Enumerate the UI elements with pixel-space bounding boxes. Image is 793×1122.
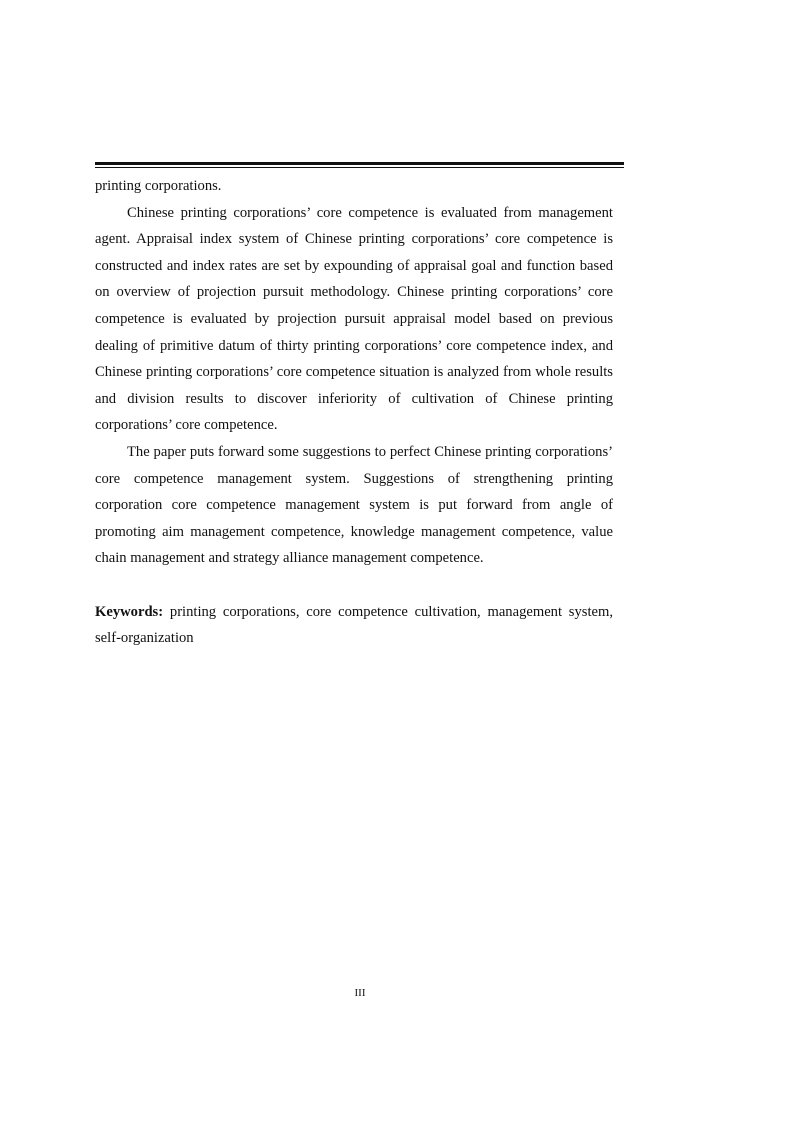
header-rule-thick — [95, 162, 624, 165]
paragraph-continuation: printing corporations. — [95, 178, 222, 194]
keywords-label: Keywords: — [95, 603, 164, 620]
keywords-text: printing corporations, core competence cultivation, management system, self-organization — [95, 603, 613, 647]
header-rule-thin — [95, 167, 624, 168]
abstract-body — [95, 173, 613, 652]
paragraph-suggestions: The paper puts forward some suggestions to perfect Chinese printing corporations’ core competence management system. Suggestions of strengthening printing corporation core competence management system is put forward from angle of promoting aim management competence, knowledge management competence, value chain management and strategy alliance management competence. — [95, 443, 613, 567]
page-number: III — [354, 987, 366, 999]
keywords-line — [95, 599, 613, 652]
paragraph-evaluation: Chinese printing corporations’ core competence is evaluated from management agent. Appraisal index system of Chinese printing corporations’ core competence is constructed and index rates are set by expounding of appraisal goal and function based on overview of projection pursuit methodology. Chinese printing corporations’ core competence is evaluated by projection pursuit appraisal model based on previous dealing of primitive datum of thirty printing corporations’ core competence index, and Chinese printing corporations’ core competence situation is analyzed from whole results and division results to discover inferiority of cultivation of Chinese printing corporations’ core competence. — [95, 204, 613, 434]
